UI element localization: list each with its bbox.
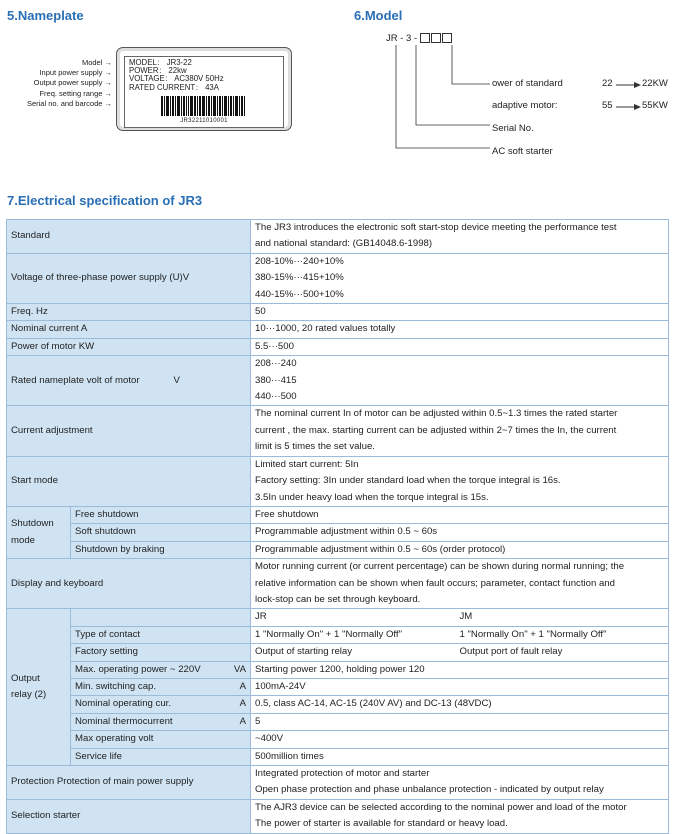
model-diagram-lines xyxy=(380,44,510,154)
row-value: 50 xyxy=(251,304,669,321)
table-row xyxy=(7,321,669,338)
nameplate-label: Input power supply → xyxy=(39,68,112,78)
code-box xyxy=(442,33,452,43)
shutdown-label: Shutdown mode xyxy=(7,506,71,558)
model-row-standard: ower of standard xyxy=(492,78,563,89)
nameplate-heading: 5.Nameplate xyxy=(7,8,84,23)
nameplate-label: Output power supply → xyxy=(33,78,112,88)
sub-label: Max operating volt xyxy=(71,731,251,748)
table-row xyxy=(7,559,669,609)
row-label: Current adjustment xyxy=(7,406,251,456)
row-value: The JR3 introduces the electronic soft start-stop device meeting the performance test and national standard: (GB14048.6-1998) xyxy=(251,220,669,254)
row-value: 208···240 380···415 440···500 xyxy=(251,356,669,406)
row-value: 5 xyxy=(251,713,669,730)
sub-label: Nominal operating cur. A xyxy=(71,696,251,713)
row-label: Display and keyboard xyxy=(7,559,251,609)
sub-label: Min. switching cap. A xyxy=(71,678,251,695)
table-row xyxy=(7,524,669,541)
row-label: Nominal current A xyxy=(7,321,251,338)
row-value: ~400V xyxy=(251,731,669,748)
table-row xyxy=(7,626,669,643)
table-row xyxy=(7,220,669,254)
row-value: Motor running current (or current percentage) can be shown during normal running; the relative information can be shown when fault occurs; parameter, contact function and lock-stop can be set through keyboard. xyxy=(251,559,669,609)
arrow-right-icon xyxy=(616,103,642,111)
code-box xyxy=(431,33,441,43)
nameplate-label: Model → xyxy=(81,58,112,67)
row-label: Selection starter xyxy=(7,799,251,833)
model-row-standard-value: 22KW xyxy=(642,78,668,89)
row-value: 10···1000, 20 rated values totally xyxy=(251,321,669,338)
row-value: The nominal current In of motor can be adjusted within 0.5~1.3 times the rated starter current , the max. starting current can be adjusted within 2~7 times the In, the current limit is 5 times the set value. xyxy=(251,406,669,456)
row-label: Power of motor KW xyxy=(7,338,251,355)
sub-label: Max. operating power ~ 220V VA xyxy=(71,661,251,678)
nameplate-text: MODEL： JR3-22 POWER： 22kw VOLTAGE： AC380V 50Hz RATED CURRENT： 43A xyxy=(129,58,224,92)
arrow-right-icon xyxy=(616,81,642,89)
row-value: 100mA-24V xyxy=(251,678,669,695)
nameplate-serial: JR32211010001 xyxy=(180,118,228,124)
sub-label: Service life xyxy=(71,748,251,765)
model-code: JR - 3 - xyxy=(386,33,453,44)
code-box xyxy=(420,33,430,43)
row-value: Output of starting relay Output port of fault relay xyxy=(251,644,669,661)
sub-label: Factory setting xyxy=(71,644,251,661)
model-row-motor: adaptive motor: xyxy=(492,100,558,111)
spec-heading: 7.Electrical specification of JR3 xyxy=(7,193,203,208)
row-value: Programmable adjustment within 0.5 ~ 60s (order protocol) xyxy=(251,541,669,558)
row-value: JR JM xyxy=(251,609,669,626)
table-row xyxy=(7,661,669,678)
table-row xyxy=(7,678,669,695)
table-row xyxy=(7,406,669,456)
row-value: Programmable adjustment within 0.5 ~ 60s xyxy=(251,524,669,541)
row-label: Freq. Hz xyxy=(7,304,251,321)
nameplate-label: Freq. setting range → xyxy=(39,88,112,98)
table-row xyxy=(7,506,669,523)
table-row xyxy=(7,456,669,506)
table-row xyxy=(7,713,669,730)
table-row xyxy=(7,748,669,765)
sub-label: Type of contact xyxy=(71,626,251,643)
row-value: 500million times xyxy=(251,748,669,765)
output-relay-label: Output relay (2) xyxy=(7,609,71,766)
table-row xyxy=(7,766,669,800)
sub-label: Shutdown by braking xyxy=(71,541,251,558)
spec-table xyxy=(6,219,669,834)
row-value: 208-10%···240+10% 380-15%···415+10% 440-15%···500+10% xyxy=(251,253,669,303)
table-row xyxy=(7,338,669,355)
model-row-motor-value: 55KW xyxy=(642,100,668,111)
row-label: Start mode xyxy=(7,456,251,506)
table-row xyxy=(7,644,669,661)
model-serial-label: Serial No. xyxy=(492,123,534,134)
table-row xyxy=(7,731,669,748)
table-row xyxy=(7,253,669,303)
sub-label xyxy=(71,609,251,626)
row-value: The AJR3 device can be selected according to the nominal power and load of the motor The power of starter is available for standard or heavy load. xyxy=(251,799,669,833)
model-row-motor-code: 55 xyxy=(602,100,613,111)
sub-label: Soft shutdown xyxy=(71,524,251,541)
row-value: 0.5, class AC-14, AC-15 (240V AV) and DC-13 (48VDC) xyxy=(251,696,669,713)
row-value: Integrated protection of motor and starter Open phase protection and phase unbalance protection - indicated by output relay xyxy=(251,766,669,800)
sub-label: Nominal thermocurrent A xyxy=(71,713,251,730)
model-heading: 6.Model xyxy=(354,8,403,23)
row-label: Standard xyxy=(7,220,251,254)
sub-label: Free shutdown xyxy=(71,506,251,523)
barcode-icon xyxy=(161,96,245,116)
table-row xyxy=(7,356,669,406)
row-value: Free shutdown xyxy=(251,506,669,523)
table-row xyxy=(7,696,669,713)
table-row xyxy=(7,799,669,833)
table-row xyxy=(7,541,669,558)
nameplate-plate xyxy=(116,47,292,131)
row-label: Rated nameplate volt of motor V xyxy=(7,356,251,406)
table-row xyxy=(7,609,669,626)
nameplate-label: Serial no. and barcode → xyxy=(26,98,112,108)
nameplate-labels xyxy=(2,58,112,109)
model-row-standard-code: 22 xyxy=(602,78,613,89)
model-soft-starter-label: AC soft starter xyxy=(492,146,553,157)
row-value: 5.5···500 xyxy=(251,338,669,355)
row-label: Voltage of three-phase power supply (U)V xyxy=(7,253,251,303)
row-value: Starting power 1200, holding power 120 xyxy=(251,661,669,678)
row-label: Protection Protection of main power supply xyxy=(7,766,251,800)
row-value: 1 "Normally On" + 1 "Normally Off" 1 "Normally On" + 1 "Normally Off" xyxy=(251,626,669,643)
row-value: Limited start current: 5In Factory setting: 3In under standard load when the torque integral is 16s. 3.5In under heavy load when the torque integral is 15s. xyxy=(251,456,669,506)
table-row xyxy=(7,304,669,321)
